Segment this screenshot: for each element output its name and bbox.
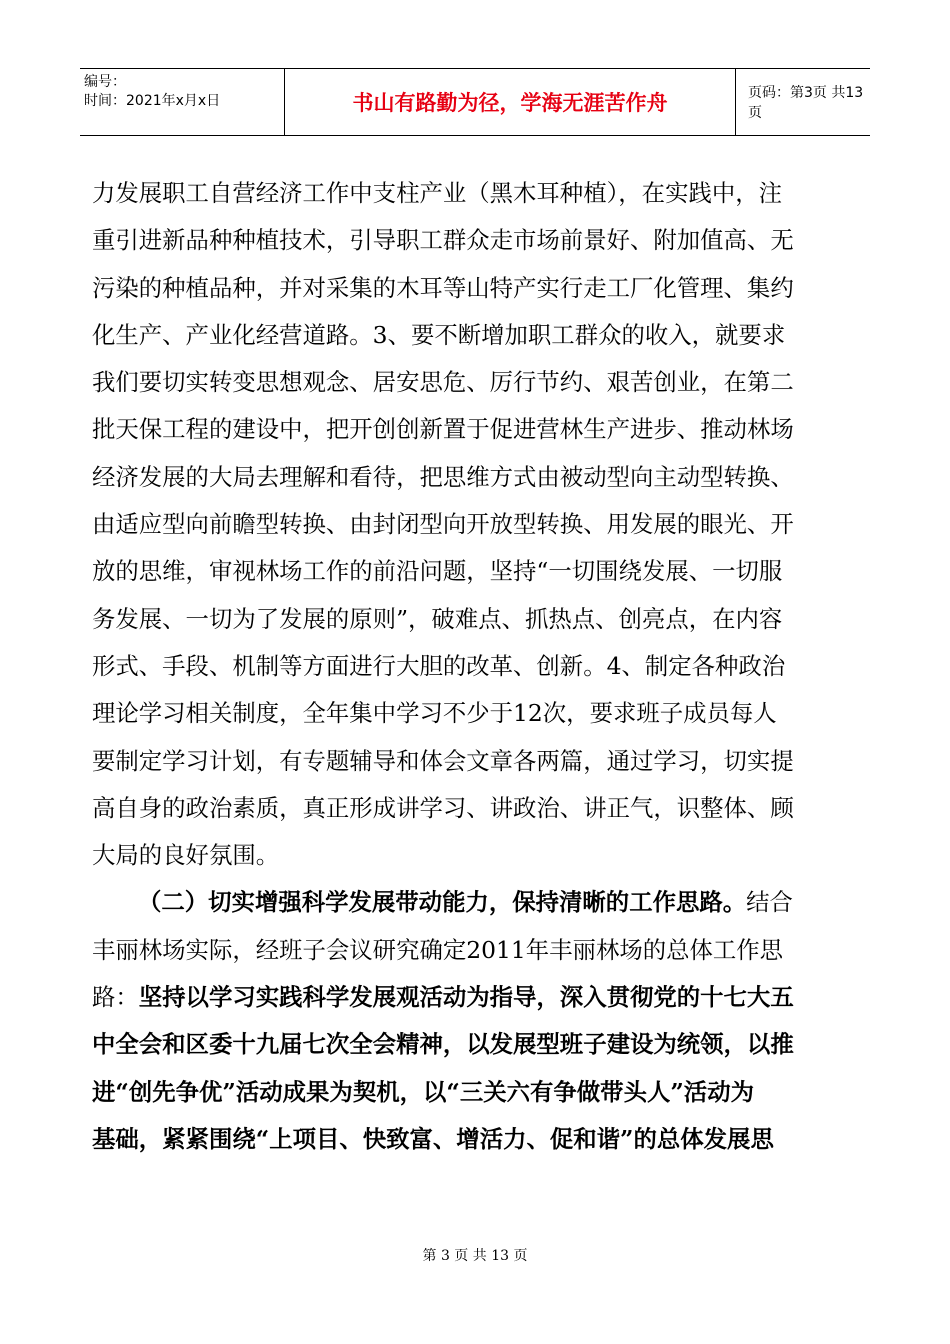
text-line: 批天保工程的建设中，把开创创新置于促进营林生产进步、推动林场 xyxy=(92,415,794,444)
text-line: 要制定学习计划，有专题辅导和体会文章各两篇，通过学习，切实提 xyxy=(92,746,794,775)
page-header xyxy=(80,68,870,136)
text-line: 我们要切实转变思想观念、居安思危、厉行节约、艰苦创业，在第二 xyxy=(92,368,794,397)
text-line: 由适应型向前瞻型转换、由封闭型向开放型转换、用发展的眼光、开 xyxy=(92,510,794,539)
text-line: 化生产、产业化经营道路。3、要不断增加职工群众的收入，就要求 xyxy=(92,320,786,349)
time-label: 时间：2021年x月x日 xyxy=(84,93,221,109)
section-heading: （二）切实增强科学发展带动能力，保持清晰的工作思路。 xyxy=(138,888,747,917)
bold-text-span: 坚持以学习实践科学发展观活动为指导，深入贯彻党的十七大五 xyxy=(138,983,794,1012)
text-span: 路： xyxy=(92,983,139,1012)
paragraph-1 xyxy=(92,170,860,879)
bold-text-line: 进“创先争优”活动成果为契机，以“三关六有争做带头人”活动为 xyxy=(92,1077,754,1106)
header-meta xyxy=(84,73,284,111)
text-line xyxy=(92,974,860,1021)
text-line: 形式、手段、机制等方面进行大胆的改革、创新。4、制定各种政治 xyxy=(92,651,786,680)
bold-text-line: 中全会和区委十九届七次全会精神，以发展型班子建设为统领，以推 xyxy=(92,1030,794,1059)
text-line: 理论学习相关制度，全年集中学习不少于12次，要求班子成员每人 xyxy=(92,699,777,728)
text-line: 重引进新品种种植技术，引导职工群众走市场前景好、附加值高、无 xyxy=(92,226,794,255)
text-line: 经济发展的大局去理解和看待，把思维方式由被动型向主动型转换、 xyxy=(92,462,794,491)
text-line: 丰丽林场实际，经班子会议研究确定2011年丰丽林场的总体工作思 xyxy=(92,935,784,964)
text-line: 污染的种植品种，并对采集的木耳等山特产实行走工厂化管理、集约 xyxy=(92,273,794,302)
document-body xyxy=(92,170,860,1163)
motto-banner: 书山有路勤为径，学海无涯苦作舟 xyxy=(284,69,736,135)
paragraph-2 xyxy=(92,879,860,1163)
bold-text-line: 基础，紧紧围绕“上项目、快致富、增活力、促和谐”的总体发展思 xyxy=(92,1124,774,1153)
text-line: 务发展、一切为了发展的原则”，破难点、抓热点、创亮点，在内容 xyxy=(92,604,783,633)
page-info: 页码：第3页 共13页 xyxy=(748,85,864,121)
page-footer: 第 3 页 共 13 页 xyxy=(422,1248,528,1264)
text-line: 高自身的政治素质，真正形成讲学习、讲政治、讲正气，识整体、顾 xyxy=(92,793,794,822)
number-label: 编号： xyxy=(84,74,126,90)
text-line xyxy=(92,879,860,926)
text-line: 大局的良好氛围。 xyxy=(92,841,280,870)
text-line: 力发展职工自营经济工作中支柱产业（黑木耳种植），在实践中，注 xyxy=(92,179,783,207)
text-span: 结合 xyxy=(746,888,793,917)
text-line: 放的思维，审视林场工作的前沿问题，坚持“一切围绕发展、一切服 xyxy=(92,557,783,586)
